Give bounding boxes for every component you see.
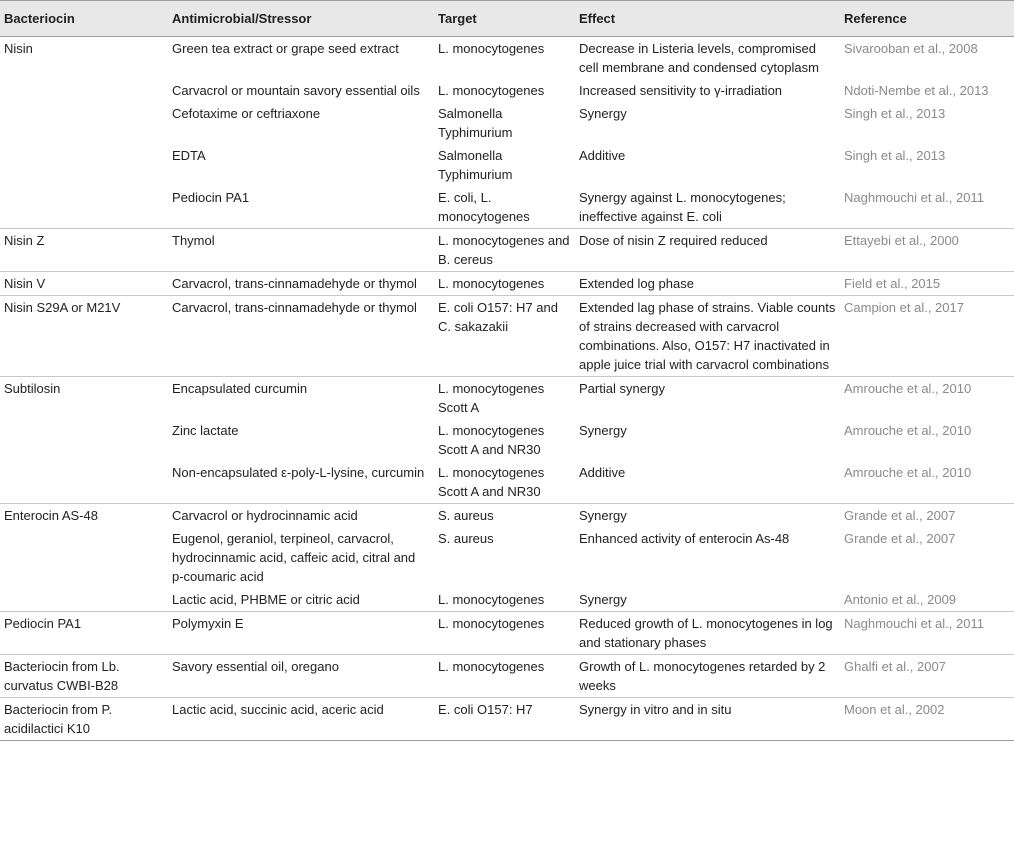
- cell-bacteriocin: Pediocin PA1: [0, 612, 168, 655]
- cell-bacteriocin: Nisin S29A or M21V: [0, 296, 168, 377]
- cell-effect: Increased sensitivity to γ-irradiation: [579, 83, 783, 98]
- cell-bacteriocin: Nisin Z: [0, 229, 168, 272]
- cell-bacteriocin: [0, 588, 168, 612]
- cell-target: L. monocytogenes: [438, 592, 545, 607]
- cell-reference: Antonio et al., 2009: [844, 592, 957, 607]
- table-row: [0, 296, 1014, 377]
- cell-target: L. monocytogenes: [438, 83, 545, 98]
- cell-reference: Campion et al., 2017: [840, 296, 1014, 377]
- cell-bacteriocin: Nisin: [4, 41, 33, 56]
- cell-reference: Ndoti-Nembe et al., 2013: [844, 83, 989, 98]
- cell-effect: Growth of L. monocytogenes retarded by 2 weeks: [575, 655, 840, 698]
- table-row: [0, 272, 1014, 296]
- cell-antimicrobial: Pediocin PA1: [172, 190, 250, 205]
- cell-reference: Grande et al., 2007: [840, 504, 1014, 528]
- cell-effect: Synergy: [579, 423, 627, 438]
- cell-antimicrobial: Polymyxin E: [168, 612, 434, 655]
- header-target: Target: [434, 1, 575, 37]
- cell-target: L. monocytogenes Scott A: [434, 377, 575, 420]
- cell-target: L. monocytogenes: [438, 41, 545, 56]
- cell-reference: Grande et al., 2007: [844, 531, 956, 546]
- cell-antimicrobial: Carvacrol, trans-cinnamadehyde or thymol: [168, 296, 434, 377]
- header-bacteriocin: Bacteriocin: [0, 1, 168, 37]
- table-row: [0, 588, 1014, 612]
- header-effect: Effect: [575, 1, 840, 37]
- cell-bacteriocin: Subtilosin: [0, 377, 168, 420]
- cell-antimicrobial: Carvacrol or mountain savory essential oils: [172, 83, 420, 98]
- cell-antimicrobial: Lactic acid, PHBME or citric acid: [172, 592, 360, 607]
- cell-target: E. coli O157: H7 and C. sakazakii: [434, 296, 575, 377]
- cell-effect: Synergy: [579, 106, 627, 121]
- header-row: [0, 1, 1014, 37]
- cell-target: L. monocytogenes Scott A and NR30: [438, 465, 545, 499]
- table-row: [0, 229, 1014, 272]
- cell-bacteriocin: [0, 186, 168, 229]
- cell-reference: Ettayebi et al., 2000: [840, 229, 1014, 272]
- table-row: [0, 186, 1014, 229]
- cell-reference: Field et al., 2015: [840, 272, 1014, 296]
- cell-effect: Extended lag phase of strains. Viable counts of strains decreased with carvacrol combinations. Also, O157: H7 inactivated in apple juice trial with carvacrol combinations: [575, 296, 840, 377]
- cell-reference: Singh et al., 2013: [844, 106, 946, 121]
- table-row: [0, 504, 1014, 528]
- cell-bacteriocin: [0, 144, 168, 186]
- cell-antimicrobial: Cefotaxime or ceftriaxone: [172, 106, 321, 121]
- table-row: [0, 698, 1014, 741]
- cell-reference: Moon et al., 2002: [840, 698, 1014, 741]
- cell-target: Salmonella Typhimurium: [438, 148, 513, 182]
- cell-target: S. aureus: [434, 504, 575, 528]
- table-row: [0, 461, 1014, 504]
- header-reference: Reference: [840, 1, 1014, 37]
- table-row: [0, 527, 1014, 588]
- cell-effect: Additive: [579, 465, 626, 480]
- cell-reference: Sivarooban et al., 2008: [844, 41, 978, 56]
- cell-bacteriocin: [0, 527, 168, 588]
- table-row: [0, 79, 1014, 102]
- cell-reference: Amrouche et al., 2010: [840, 377, 1014, 420]
- cell-antimicrobial: EDTA: [172, 148, 206, 163]
- cell-target: S. aureus: [438, 531, 494, 546]
- cell-target: L. monocytogenes: [434, 612, 575, 655]
- cell-effect: Synergy: [579, 592, 627, 607]
- cell-effect: Enhanced activity of enterocin As-48: [579, 531, 790, 546]
- cell-effect: Synergy in vitro and in situ: [575, 698, 840, 741]
- table-row: [0, 612, 1014, 655]
- cell-target: Salmonella Typhimurium: [438, 106, 513, 140]
- cell-antimicrobial: Eugenol, geraniol, terpineol, carvacrol, hydrocinnamic acid, caffeic acid, citral and p-coumaric acid: [172, 531, 416, 584]
- cell-antimicrobial: Carvacrol or hydrocinnamic acid: [168, 504, 434, 528]
- cell-bacteriocin: Bacteriocin from P. acidilactici K10: [0, 698, 168, 741]
- cell-reference: Amrouche et al., 2010: [844, 465, 972, 480]
- cell-target: L. monocytogenes and B. cereus: [434, 229, 575, 272]
- cell-effect: Extended log phase: [575, 272, 840, 296]
- cell-target: L. monocytogenes: [434, 655, 575, 698]
- cell-antimicrobial: Zinc lactate: [172, 423, 239, 438]
- table-row: [0, 37, 1014, 80]
- table-row: [0, 419, 1014, 461]
- cell-reference: Naghmouchi et al., 2011: [840, 612, 1014, 655]
- cell-target: L. monocytogenes: [434, 272, 575, 296]
- cell-bacteriocin: Enterocin AS-48: [0, 504, 168, 528]
- table-row: [0, 102, 1014, 144]
- table-row: [0, 144, 1014, 186]
- cell-reference: Amrouche et al., 2010: [844, 423, 972, 438]
- table-body: [0, 37, 1014, 741]
- cell-effect: Reduced growth of L. monocytogenes in log and stationary phases: [575, 612, 840, 655]
- cell-antimicrobial: Encapsulated curcumin: [168, 377, 434, 420]
- cell-target: E. coli, L. monocytogenes: [438, 190, 530, 224]
- table-row: [0, 377, 1014, 420]
- cell-effect: Additive: [579, 148, 626, 163]
- cell-antimicrobial: Non-encapsulated ε-poly-L-lysine, curcumin: [172, 465, 425, 480]
- cell-effect: Partial synergy: [575, 377, 840, 420]
- table-row: [0, 655, 1014, 698]
- cell-bacteriocin: [0, 461, 168, 504]
- cell-target: L. monocytogenes Scott A and NR30: [438, 423, 545, 457]
- header-antimicrobial: Antimicrobial/Stressor: [168, 1, 434, 37]
- cell-effect: Decrease in Listeria levels, compromised cell membrane and condensed cytoplasm: [579, 41, 819, 75]
- cell-reference: Singh et al., 2013: [844, 148, 946, 163]
- cell-bacteriocin: [0, 102, 168, 144]
- cell-target: E. coli O157: H7: [434, 698, 575, 741]
- cell-bacteriocin: Nisin V: [0, 272, 168, 296]
- cell-antimicrobial: Lactic acid, succinic acid, aceric acid: [168, 698, 434, 741]
- cell-reference: Ghalfi et al., 2007: [840, 655, 1014, 698]
- cell-bacteriocin: Bacteriocin from Lb. curvatus CWBI-B28: [0, 655, 168, 698]
- cell-antimicrobial: Carvacrol, trans-cinnamadehyde or thymol: [168, 272, 434, 296]
- cell-effect: Synergy against L. monocytogenes; ineffective against E. coli: [579, 190, 786, 224]
- cell-antimicrobial: Savory essential oil, oregano: [168, 655, 434, 698]
- cell-effect: Dose of nisin Z required reduced: [575, 229, 840, 272]
- cell-effect: Synergy: [575, 504, 840, 528]
- cell-antimicrobial: Green tea extract or grape seed extract: [172, 41, 399, 56]
- cell-antimicrobial: Thymol: [168, 229, 434, 272]
- cell-bacteriocin: [0, 79, 168, 102]
- cell-bacteriocin: [0, 419, 168, 461]
- cell-reference: Naghmouchi et al., 2011: [844, 190, 984, 205]
